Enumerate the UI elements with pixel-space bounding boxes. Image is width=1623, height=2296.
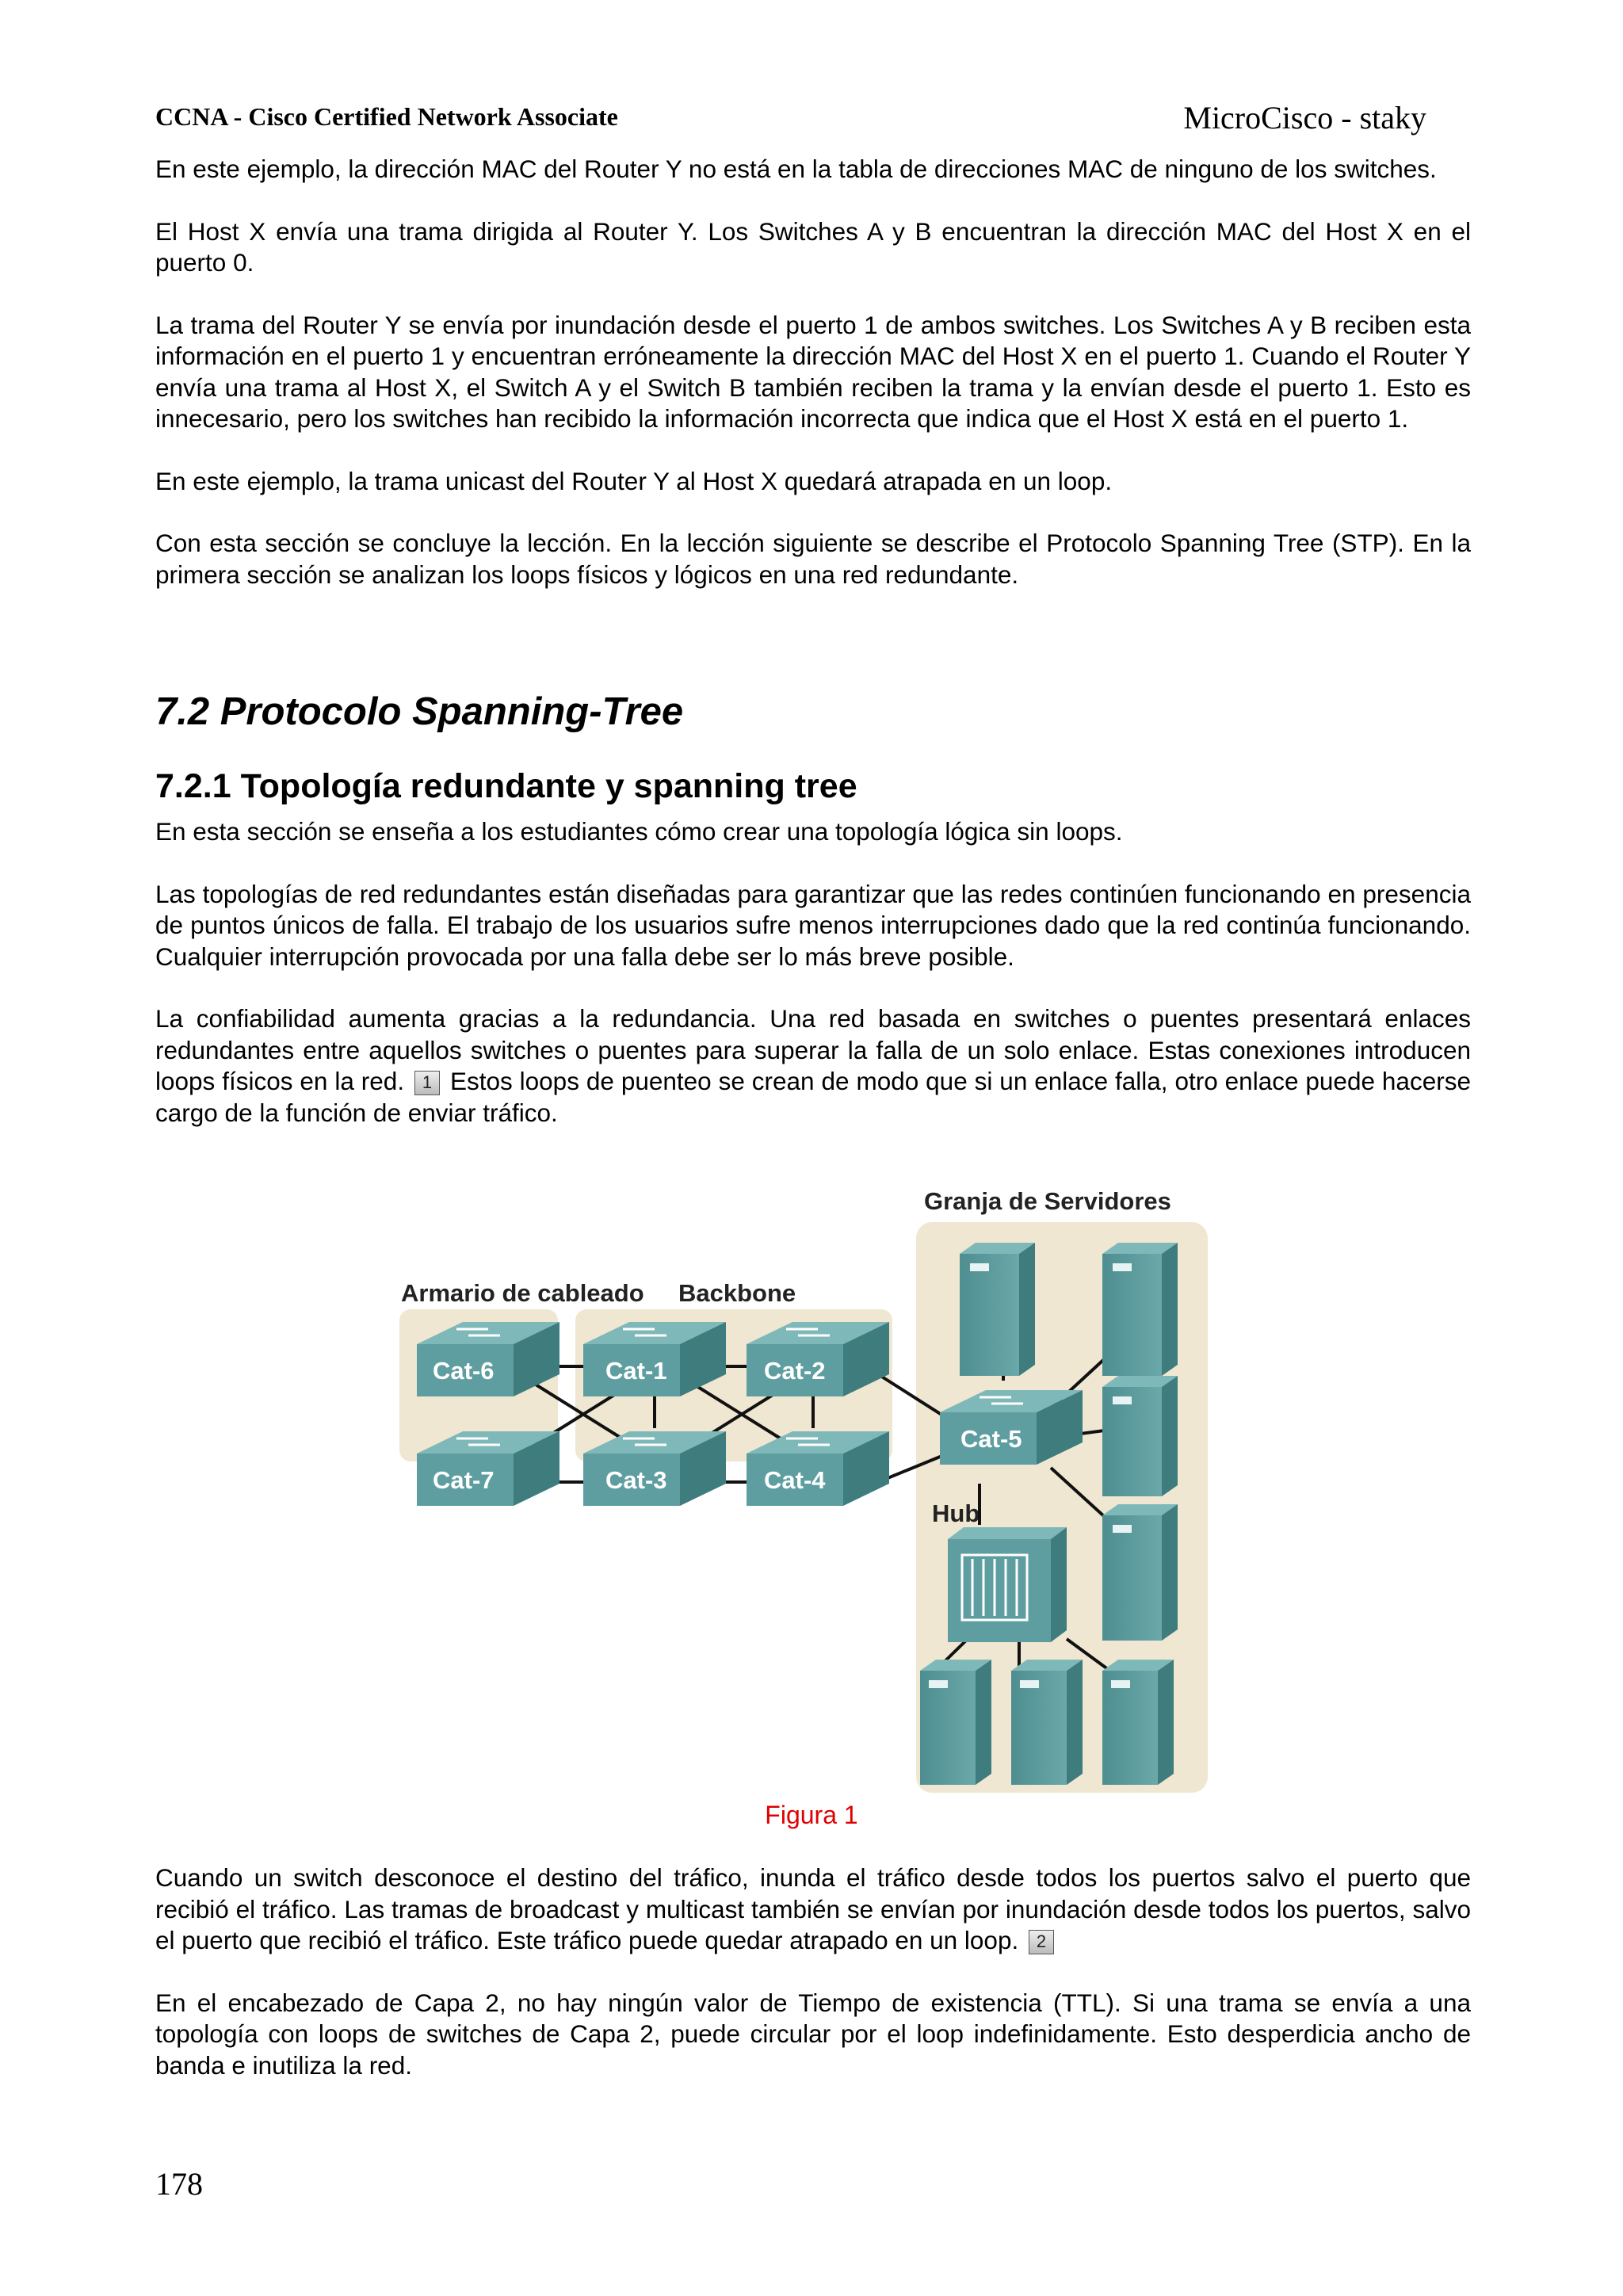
switch-label: Cat-4 [764,1466,826,1494]
switch-label: Cat-6 [433,1357,495,1385]
switch-label: Cat-5 [960,1425,1022,1453]
server-3 [1102,1376,1178,1496]
switch-label: Cat-1 [605,1357,667,1385]
header-brand: MicroCisco - staky [1183,100,1426,136]
figure-ref-button[interactable]: 1 [414,1071,440,1095]
paragraph-text: Estos loops de puenteo se crean de modo que si un enlace falla, otro enlace puede hacerse cargo de la función de enviar tráfico. [155,1067,1471,1127]
section-title: 7.2 Protocolo Spanning-Tree [155,690,684,733]
page-number: 178 [155,2166,203,2202]
server-1 [960,1243,1035,1376]
server-2 [1102,1243,1178,1376]
paragraph: En esta sección se enseña a los estudiantes cómo crear una topología lógica sin loops. [155,817,1123,846]
paragraph: En este ejemplo, la trama unicast del Router Y al Host X quedará atrapada en un loop. [155,466,1113,495]
paragraph: Las topologías de red redundantes están diseñadas para garantizar que las redes continúen funcionando en presencia de puntos únicos de falla. El trabajo de los usuarios sufre menos interrupciones dado que la red continúa funcionando. Cualquier interrupción provocada por una falla debe ser lo más breve posible. [155,879,1471,971]
network-diagram [393,1167,1217,1801]
paragraph: El Host X envía una trama dirigida al Router Y. Los Switches A y B encuentran la dirección MAC del Host X en el puerto 0. [155,216,1471,277]
paragraph: La trama del Router Y se envía por inundación desde el puerto 1 de ambos switches. Los Switches A y B reciben esta información en el puerto 1 y encuentran erróneamente la dirección MAC del Host X en el puerto 1. Cuando el Router Y envía una trama al Host X, el Switch A y el Switch B también reciben la trama y la envían desde el puerto 1. Esto es innecesario, pero los switches han recibido la información incorrecta que indica que el Host X está en el puerto 1. [155,310,1471,433]
network-figure [393,1167,1217,1801]
page-header [155,97,1468,136]
bottom-text-block [155,1862,1471,2112]
wiring-closet-label: Armario de cableado [401,1279,644,1307]
mid-text-block [155,816,1471,1159]
figure-caption: Figura 1 [765,1801,858,1829]
server-4 [1102,1504,1178,1641]
paragraph: En el encabezado de Capa 2, no hay ningún valor de Tiempo de existencia (TTL). Si una trama se envía a una topología con loops de switches de Capa 2, puede circular por el loop indefinidamente. Esto desperdicia ancho de banda e inutiliza la red. [155,1988,1471,2080]
switch-label: Cat-3 [605,1466,667,1494]
paragraph-text: Cuando un switch desconoce el destino del tráfico, inunda el tráfico desde todos los puertos salvo el puerto que recibió el tráfico. Las tramas de broadcast y multicast también se envían por inundación desde todos los puertos, salvo el puerto que recibió el tráfico. Este tráfico puede quedar atrapado en un loop. [155,1863,1471,1954]
server-5 [920,1660,991,1785]
top-text-block [155,154,1471,621]
server-7 [1102,1660,1174,1785]
subsection-title: 7.2.1 Topología redundante y spanning tree [155,767,857,805]
server-6 [1011,1660,1083,1785]
figure-ref-button[interactable]: 2 [1029,1930,1054,1954]
header-title: CCNA - Cisco Certified Network Associate [155,102,618,131]
paragraph-with-ref [155,1003,1471,1129]
switch-label: Cat-7 [433,1466,495,1494]
hub-label: Hub [932,1499,980,1527]
server-farm-label: Granja de Servidores [924,1187,1171,1215]
backbone-label: Backbone [678,1279,796,1307]
switch-label: Cat-2 [764,1357,826,1385]
paragraph-with-ref [155,1862,1471,1957]
paragraph: En este ejemplo, la dirección MAC del Router Y no está en la tabla de direcciones MAC de ninguno de los switches. [155,155,1437,183]
paragraph: Con esta sección se concluye la lección. En la lección siguiente se describe el Protocolo Spanning Tree (STP). En la primera sección se analizan los loops físicos y lógicos en una red redundante. [155,529,1471,589]
hub-device [948,1527,1067,1642]
paragraph-text: La confiabilidad aumenta gracias a la redundancia. Una red basada en switches o puentes presentará enlaces redundantes entre aquellos switches o puentes para superar la falla de un solo enlace. Estas conexiones introducen loops físicos en la red. [155,1004,1471,1095]
